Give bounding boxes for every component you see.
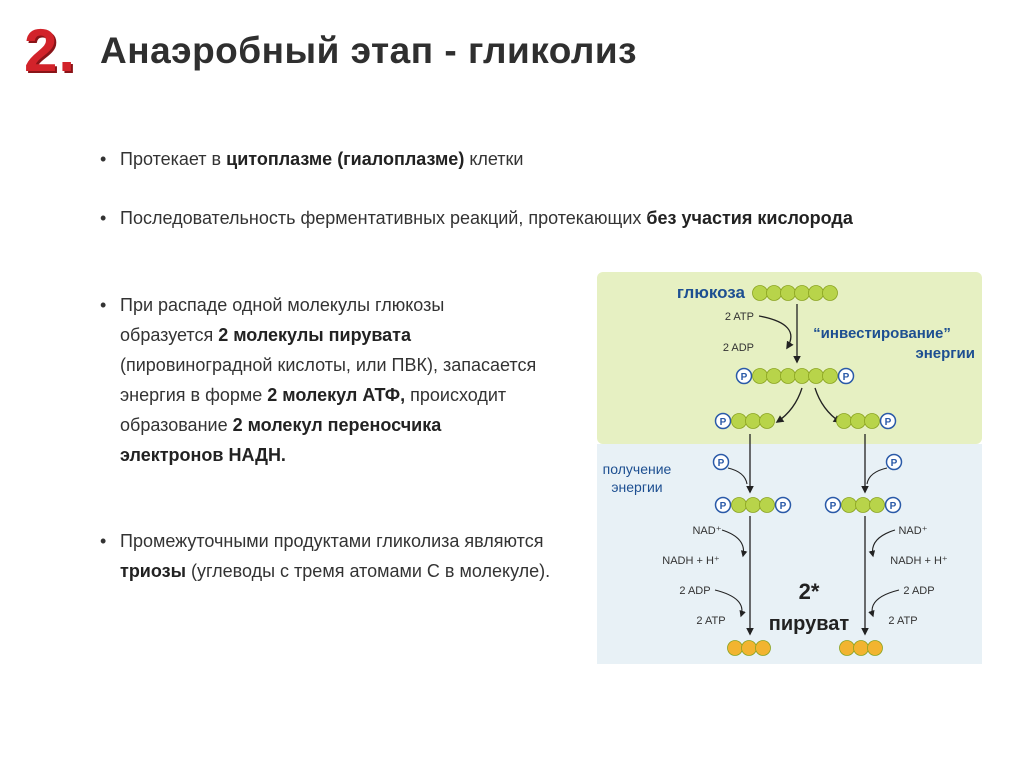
bullet-anaerobic	[100, 203, 930, 263]
bisphosphoglycerate-left	[716, 498, 791, 513]
bullet-trioses	[100, 526, 570, 616]
pyruvate-count: 2*	[798, 579, 820, 604]
bullet-text: Протекает в цитоплазме (гиалоплазме) клетки	[120, 149, 524, 169]
carbon-bead	[809, 369, 824, 384]
atp-out-label-left: 2 ATP	[696, 615, 726, 627]
bullet-dot: •	[100, 208, 107, 228]
payoff-label-1: получение	[602, 461, 672, 477]
carbon-bead	[809, 286, 824, 301]
phosphate-letter: P	[740, 372, 748, 383]
carbon-bead	[868, 641, 883, 656]
bullet-dot: •	[100, 531, 107, 551]
carbon-bead	[760, 498, 775, 513]
carbon-bead	[823, 369, 838, 384]
phosphate-letter: P	[829, 501, 837, 512]
slide-number: 2.	[24, 17, 77, 84]
carbon-bead	[851, 414, 866, 429]
phosphate-letter: P	[719, 501, 727, 512]
nad-label-left: NAD⁺	[692, 525, 722, 537]
slide-title: Анаэробный этап - гликолиз	[100, 30, 638, 71]
carbon-bead	[781, 286, 796, 301]
nadh-label-left: NADH + H⁺	[662, 555, 720, 567]
carbon-bead	[767, 369, 782, 384]
carbon-bead	[732, 414, 747, 429]
bisphosphoglycerate-right	[826, 498, 901, 513]
phosphate-letter: P	[779, 501, 787, 512]
glucose-label: глюкоза	[676, 283, 745, 302]
carbon-bead	[767, 286, 782, 301]
phosphate-letter: P	[842, 372, 850, 383]
adp-out-label: 2 ADP	[722, 342, 754, 354]
investment-label-2: энергии	[915, 345, 975, 362]
carbon-bead	[823, 286, 838, 301]
carbon-bead	[746, 414, 761, 429]
carbon-bead	[795, 369, 810, 384]
bullet-dot: •	[100, 149, 107, 169]
carbon-bead	[728, 641, 743, 656]
phosphate-letter: P	[889, 501, 897, 512]
carbon-bead	[753, 286, 768, 301]
carbon-bead	[870, 498, 885, 513]
phosphate-in-right	[887, 455, 902, 470]
bullet-dot: •	[100, 295, 107, 315]
phosphate-letter: P	[719, 417, 727, 428]
adp-in-label-right: 2 ADP	[903, 585, 935, 597]
carbon-bead	[854, 641, 869, 656]
carbon-bead	[732, 498, 747, 513]
investment-label-1: “инвестирование”	[813, 325, 951, 342]
carbon-bead	[756, 641, 771, 656]
carbon-bead	[837, 414, 852, 429]
atp-in-label: 2 ATP	[724, 311, 754, 323]
nadh-label-right: NADH + H⁺	[890, 555, 948, 567]
glycolysis-diagram	[597, 272, 982, 664]
phosphate-letter: P	[717, 458, 725, 469]
carbon-bead	[842, 498, 857, 513]
phosphate-letter: P	[884, 417, 892, 428]
phosphate-letter: P	[890, 458, 898, 469]
carbon-bead	[742, 641, 757, 656]
bullet-products	[100, 290, 540, 500]
carbon-bead	[760, 414, 775, 429]
pyruvate-right	[840, 641, 883, 656]
pyruvate-left	[728, 641, 771, 656]
carbon-bead	[865, 414, 880, 429]
atp-out-label-right: 2 ATP	[888, 615, 918, 627]
carbon-bead	[840, 641, 855, 656]
carbon-bead	[856, 498, 871, 513]
bullet-text: Последовательность ферментативных реакций, протекающих без участия кислорода	[120, 208, 853, 228]
adp-in-label-left: 2 ADP	[679, 585, 711, 597]
carbon-bead	[746, 498, 761, 513]
payoff-label-2: энергии	[611, 479, 663, 495]
bullet-text: При распаде одной молекулы глюкозы образуется 2 молекулы пирувата (пировиноградной кислоты, или ПВК), запасается энергия в форме 2 молекул АТФ, происходит образование 2 молекул переносчика электронов НАДН.	[120, 295, 537, 465]
carbon-bead	[795, 286, 810, 301]
bullet-text: Промежуточными продуктами гликолиза являются триозы (углеводы с тремя атомами С в молекуле).	[120, 531, 551, 581]
nad-label-right: NAD⁺	[898, 525, 928, 537]
pyruvate-label: пируват	[768, 613, 850, 635]
bullet-cytoplasm	[100, 144, 660, 174]
carbon-bead	[753, 369, 768, 384]
phosphate-in-left	[714, 455, 729, 470]
carbon-bead	[781, 369, 796, 384]
